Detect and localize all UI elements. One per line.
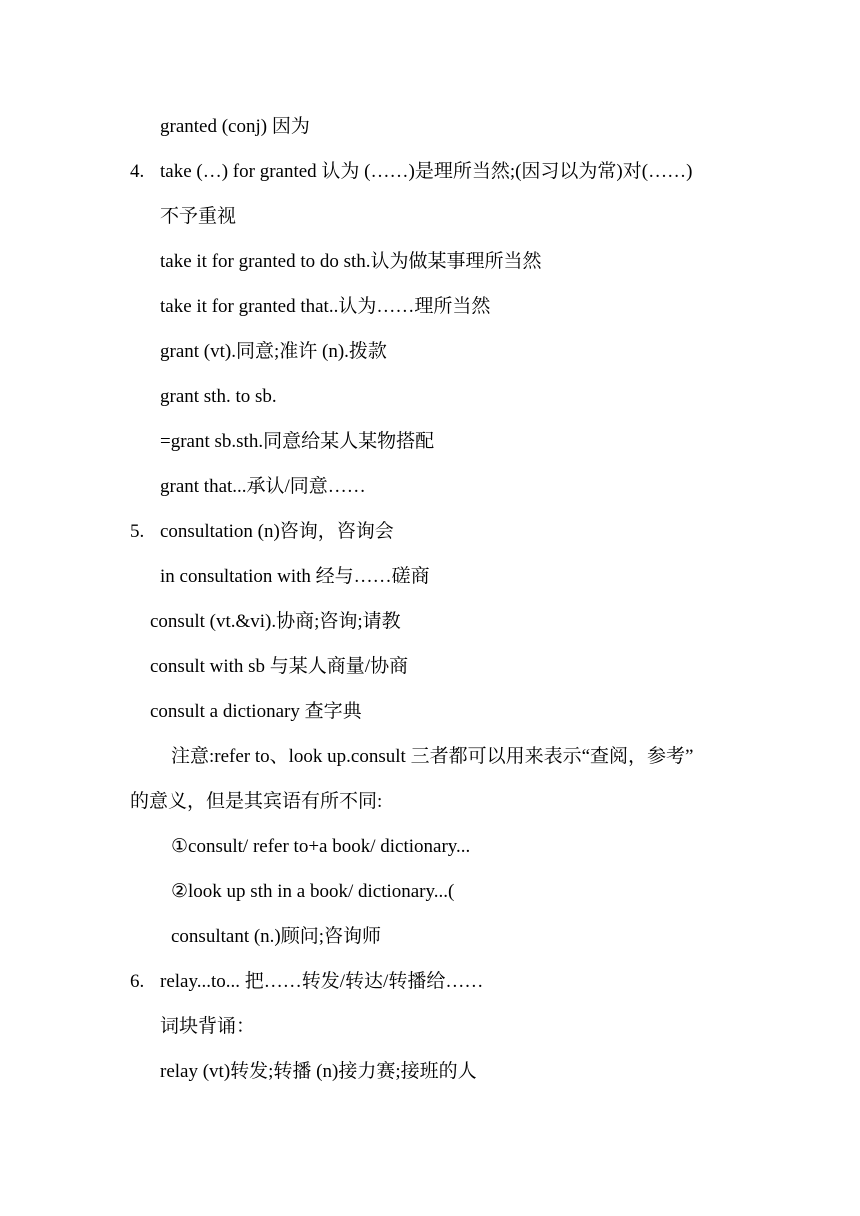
text-line: grant (vt).同意;准许 (n).拨款: [160, 341, 387, 362]
text-line: consult (vt.&vi).协商;咨询;请教: [150, 611, 401, 632]
list-number: 5.: [130, 521, 145, 542]
note-line: 注意:refer to、look up.consult 三者都可以用来表示“查阅，参考”: [171, 746, 694, 767]
text-line: consultant (n.)顾问;咨询师: [171, 926, 382, 947]
list-number: 6.: [130, 971, 145, 992]
text-line: 词块背诵：: [160, 1016, 256, 1037]
list-item-text: consultation (n)咨询，咨询会: [160, 521, 394, 542]
text-line: grant that...承认/同意……: [160, 476, 366, 497]
text-line: take it for granted that..认为……理所当然: [160, 296, 491, 317]
note-line: 的意义，但是其宾语有所不同:: [130, 791, 383, 812]
text-line: =grant sb.sth.同意给某人某物搭配: [160, 431, 435, 452]
text-line: consult a dictionary 查字典: [150, 701, 362, 722]
list-number: 4.: [130, 161, 145, 182]
text-line: 不予重视: [160, 206, 237, 227]
note-example: ②look up sth in a book/ dictionary...(: [171, 881, 455, 902]
text-line: grant sth. to sb.: [160, 386, 277, 407]
text-line: relay (vt)转发;转播 (n)接力赛;接班的人: [160, 1061, 477, 1082]
list-item-text: relay...to... 把……转发/转达/转播给……: [160, 971, 484, 992]
text-line: consult with sb 与某人商量/协商: [150, 656, 409, 677]
text-line: granted (conj) 因为: [160, 116, 310, 137]
text-line: in consultation with 经与……磋商: [160, 566, 430, 587]
list-item-text: take (…) for granted 认为 (……)是理所当然;(因习以为常)对(……): [160, 161, 693, 182]
text-line: take it for granted to do sth.认为做某事理所当然: [160, 251, 542, 272]
note-example: ①consult/ refer to+a book/ dictionary...: [171, 836, 471, 857]
